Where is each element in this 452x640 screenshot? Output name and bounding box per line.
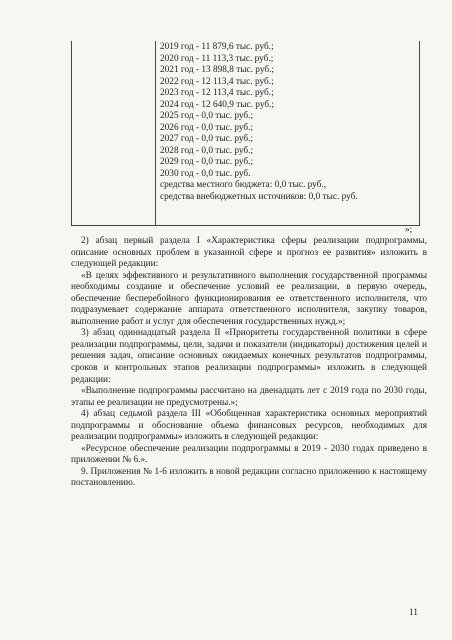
paragraph-quote: «Ресурсное обеспечение реализации подпрограммы в 2019 - 2030 годах приведено в приложении № 6.». [71,443,427,466]
table-column-divider [155,41,156,225]
funding-line: 2022 год - 12 113,4 тыс. руб.; [160,76,274,87]
closing-quote-mark: »; [405,225,413,235]
funding-line: средства местного бюджета: 0,0 тыс. руб., [160,180,327,190]
funding-line: 2021 год - 13 898,8 тыс. руб.; [160,65,274,75]
document-body [71,236,427,490]
funding-line: 2028 год - 0,0 тыс. руб.; [160,145,254,156]
funding-line: 2020 год - 11 113,3 тыс. руб.; [160,53,274,64]
funding-line: средства внебюджетных источников: 0,0 тыс. руб. [160,191,358,202]
funding-line: 2027 год - 0,0 тыс. руб.; [160,134,254,144]
funding-line: 2026 год - 0,0 тыс. руб.; [160,122,254,133]
funding-line: 2029 год - 0,0 тыс. руб.; [160,157,254,167]
funding-table [71,41,420,226]
funding-line: 2023 год - 12 113,4 тыс. руб.; [160,88,274,98]
funding-line: 2019 год - 11 879,6 тыс. руб.; [160,42,274,52]
paragraph-quote: «В целях эффективного и результативного выполнения государственной программы необходимы создание и обеспечение условий ее реализации, в первую очередь, обеспечение бесперебойного функционирования ее ответственного исполнителя, что подразумевает содержание аппарата ответственного исполнителя, закупку товаров, выполнение работ и услуг для обеспечения государственных нужд.»; [71,270,427,327]
funding-line: 2024 год - 12 640,9 тыс. руб.; [160,99,274,110]
funding-line: 2025 год - 0,0 тыс. руб.; [160,111,254,121]
paragraph-item-3: 3) абзац одиннадцатый раздела II «Приоритеты государственной политики в сфере реализации подпрограммы, цели, задачи и показатели (индикаторы) достижения целей и решения задач, описание основных ожидаемых конечных результатов подпрограммы, сроков и контрольных этапов реализации подпрограммы» изложить в следующей редакции: [71,328,427,385]
paragraph-quote: «Выполнение подпрограммы рассчитано на двенадцать лет с 2019 года по 2030 годы, этапы ее реализации не предусмотрены.»; [71,386,427,408]
page-number: 11 [408,608,418,618]
paragraph-item-4: 4) абзац седьмой раздела III «Обобщенная характеристика основных мероприятий подпрограммы и обоснование объема финансовых ресурсов, необходимых для реализации подпрограммы» изложить в следующей редакции: [71,409,427,443]
funding-line: 2030 год - 0,0 тыс. руб. [160,168,251,179]
funding-cell [160,42,418,203]
paragraph-item-9: 9. Приложения № 1-6 изложить в новой редакции согласно приложению к настоящему постановлению. [71,466,427,489]
paragraph-item-2: 2) абзац первый раздела I «Характеристика сферы реализации подпрограммы, описание основных проблем в указанной сфере и прогноз ее развития» изложить в следующей редакции: [71,236,427,270]
